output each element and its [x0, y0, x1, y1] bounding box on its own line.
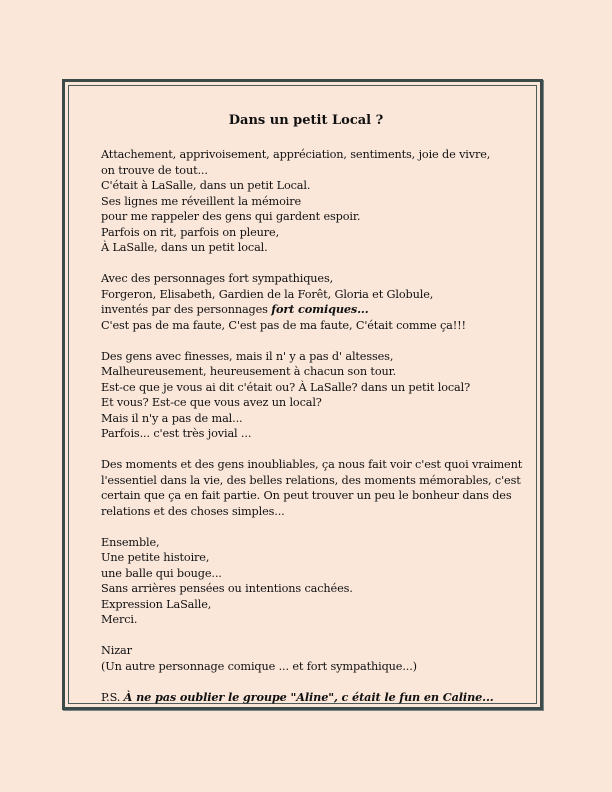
poem-line: Mais il n'y a pas de mal... [101, 411, 243, 425]
poem-line: Des gens avec finesses, mais il n' y a pas d' altesses, [101, 349, 394, 363]
poem-line: l'essentiel dans la vie, des belles relations, des moments mémorables, c'est [101, 473, 521, 487]
stanza-2 [101, 271, 521, 333]
postscript-text: À ne pas oublier le groupe "Aline", c était le fun en Caline... [123, 689, 494, 704]
poem-line: Ensemble, [101, 535, 160, 549]
poem-line-text: inventés par des personnages [101, 303, 272, 316]
poem-line: C'est pas de ma faute, C'est pas de ma faute, C'était comme ça!!! [101, 318, 466, 332]
poem-line: Parfois on rit, parfois on pleure, [101, 225, 280, 239]
poem-line: Expression LaSalle, [101, 597, 212, 611]
poem-line: Sans arrières pensées ou intentions cachées. [101, 582, 353, 595]
poem-body [101, 147, 521, 705]
poem-line: pour me rappeler des gens qui gardent espoir. [101, 210, 361, 223]
poem-line: Une petite histoire, [101, 551, 210, 564]
author-name: Nizar [101, 644, 132, 657]
poem-line: Forgeron, Elisabeth, Gardien de la Forêt, Gloria et Globule, [101, 287, 434, 301]
poem-line: Parfois... c'est très jovial ... [101, 427, 252, 440]
poem-line: Attachement, apprivoisement, appréciation, sentiments, joie de vivre, [101, 148, 491, 161]
poem-line: À LaSalle, dans un petit local. [101, 241, 268, 254]
stanza-4 [101, 457, 521, 519]
poem-line [101, 302, 521, 318]
poem-line: Merci. [101, 613, 138, 626]
stanza-5 [101, 535, 521, 628]
postscript-prefix: P.S. [101, 690, 124, 704]
poem-line: Avec des personnages fort sympathiques, [101, 272, 334, 285]
poem-line: C'était à LaSalle, dans un petit Local. [101, 179, 311, 192]
poem-line: relations et des choses simples... [101, 504, 285, 518]
postscript [101, 690, 521, 706]
poem-line: certain que ça en fait partie. On peut trouver un peu le bonheur dans des [101, 489, 512, 502]
poem-line: Est-ce que je vous ai dit c'était ou? À LaSalle? dans un petit local? [101, 380, 470, 394]
poem-line: une balle qui bouge... [101, 566, 222, 580]
poem-line: Et vous? Est-ce que vous avez un local? [101, 396, 322, 409]
poem-line: on trouve de tout... [101, 163, 208, 177]
poem-line: Malheureusement, heureusement à chacun son tour. [101, 365, 397, 378]
signature [101, 643, 521, 674]
stanza-3 [101, 349, 521, 442]
author-note: (Un autre personnage comique ... et fort sympathique...) [101, 659, 417, 673]
poem-line: Des moments et des gens inoubliables, ça nous fait voir c'est quoi vraiment [101, 458, 523, 471]
postscript-line [101, 690, 521, 706]
poem-line: Ses lignes me réveillent la mémoire [101, 194, 301, 208]
poem-title: Dans un petit Local ? [228, 113, 384, 128]
stanza-1 [101, 147, 521, 256]
emphasized-text: fort comiques... [271, 302, 369, 316]
